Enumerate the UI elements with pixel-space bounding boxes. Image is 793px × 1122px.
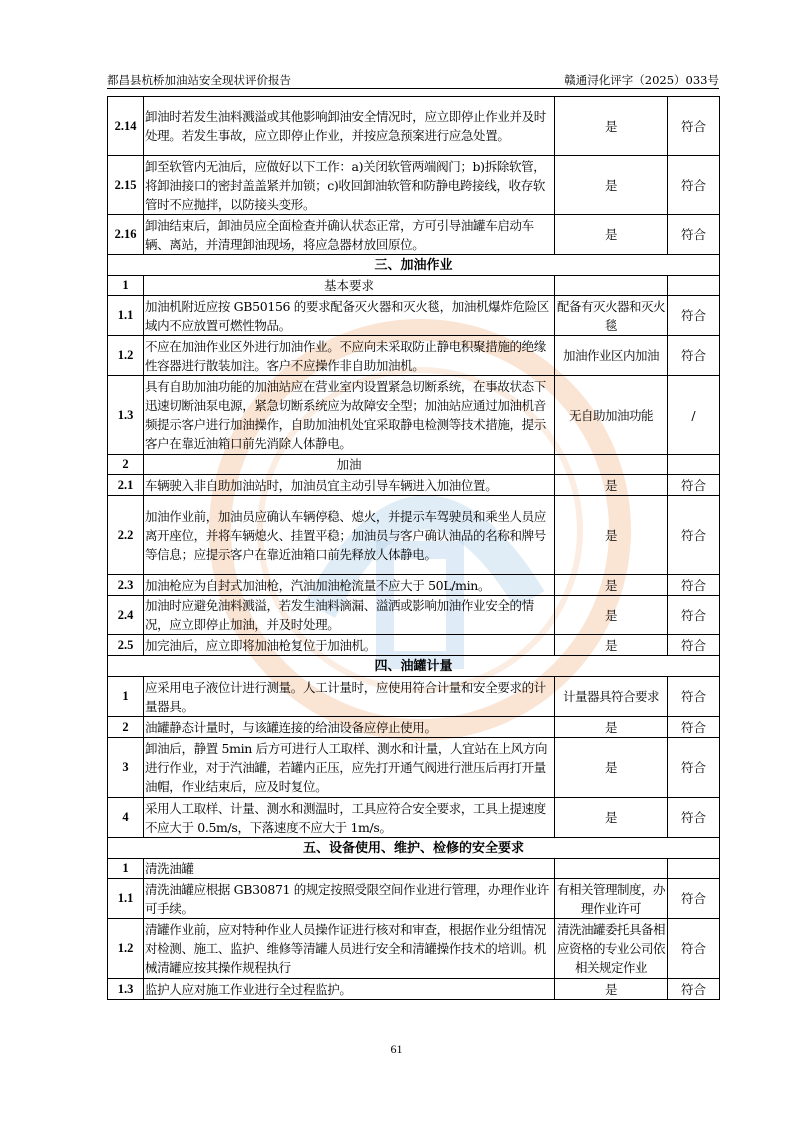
section-row [108, 838, 720, 859]
requirement-text: 应采用电子液位计进行测量。人工计量时，应使用符合计量和安全要求的计量器具。 [144, 677, 555, 717]
requirement-text: 加油作业前，加油员应确认车辆停稳、熄火，并提示车驾驶员和乘坐人员应离开座位，并将车辆熄火、挂置平稳；加油员与客户确认油品的名称和牌号等信息；应提示客户在靠近油箱口前先释放人体静电。 [144, 496, 555, 575]
conclusion: 符合 [668, 596, 720, 635]
requirement-text: 加油时应避免油料溅溢，若发生油料滴漏、溢洒或影响加油作业安全的情况，应立即停止加油，并及时处理。 [144, 596, 555, 635]
conclusion: 符合 [668, 156, 720, 215]
table-row [108, 475, 720, 496]
check-result: 是 [555, 496, 668, 575]
row-number: 2.1 [108, 475, 144, 496]
requirement-text: 油罐静态计量时，与该罐连接的给油设备应停止使用。 [144, 717, 555, 738]
row-number: 1.3 [108, 979, 144, 1000]
check-result: 是 [555, 156, 668, 215]
evaluation-table [107, 96, 720, 1000]
table-row [108, 879, 720, 919]
table-row [108, 596, 720, 635]
row-number: 4 [108, 798, 144, 838]
conclusion: 符合 [668, 215, 720, 255]
section-title: 四、油罐计量 [108, 656, 720, 677]
row-number: 2.15 [108, 156, 144, 215]
check-result: 是 [555, 575, 668, 596]
table-row [108, 336, 720, 376]
row-number: 2 [108, 717, 144, 738]
table-row [108, 738, 720, 798]
check-result: 是 [555, 97, 668, 156]
row-number: 2 [108, 455, 144, 475]
row-number: 2.14 [108, 97, 144, 156]
requirement-text: 清罐作业前，应对特种作业人员操作证进行核对和审查，根据作业分组情况对检测、施工、监护、维修等清罐人员进行安全和清罐操作技术的培训。机械清罐应按其操作规程执行 [144, 919, 555, 979]
section-title: 三、加油作业 [108, 255, 720, 276]
empty-cell [555, 455, 668, 475]
requirement-text: 采用人工取样、计量、测水和测温时，工具应符合安全要求，工具上提速度不应大于 0.5m/s，下落速度不应大于 1m/s。 [144, 798, 555, 838]
row-number: 2.3 [108, 575, 144, 596]
table-row [108, 677, 720, 717]
check-result: 是 [555, 635, 668, 656]
check-result: 是 [555, 596, 668, 635]
page-header [107, 70, 719, 89]
empty-cell [555, 859, 668, 879]
row-number: 3 [108, 738, 144, 798]
conclusion: 符合 [668, 475, 720, 496]
requirement-text: 车辆驶入非自助加油站时，加油员宜主动引导车辆进入加油位置。 [144, 475, 555, 496]
check-result: 是 [555, 798, 668, 838]
conclusion: / [668, 376, 720, 455]
table-row [108, 97, 720, 156]
check-result: 配备有灭火器和灭火毯 [555, 296, 668, 336]
empty-cell [668, 276, 720, 296]
conclusion: 符合 [668, 575, 720, 596]
requirement-text: 加完油后，应立即将加油枪复位于加油机。 [144, 635, 555, 656]
table-row [108, 296, 720, 336]
conclusion: 符合 [668, 336, 720, 376]
table-row [108, 979, 720, 1000]
check-result: 是 [555, 215, 668, 255]
section-row [108, 656, 720, 677]
conclusion: 符合 [668, 798, 720, 838]
table-row [108, 496, 720, 575]
table-row [108, 919, 720, 979]
subsection-row [108, 276, 720, 296]
subsection-title: 加油 [144, 455, 555, 475]
conclusion: 符合 [668, 635, 720, 656]
check-result: 是 [555, 738, 668, 798]
row-number: 2.2 [108, 496, 144, 575]
requirement-text: 卸油结束后，卸油员应全面检查并确认状态正常，方可引导油罐车启动车辆、离站，并清理卸油现场，将应急器材放回原位。 [144, 215, 555, 255]
report-number: 赣通浔化评字（2025）033号 [564, 73, 719, 87]
row-number: 1 [108, 276, 144, 296]
report-title: 都昌县杭桥加油站安全现状评价报告 [107, 73, 291, 87]
check-result: 是 [555, 475, 668, 496]
check-result: 是 [555, 717, 668, 738]
requirement-text: 卸油后，静置 5min 后方可进行人工取样、测水和计量，人宜站在上风方向进行作业，对于汽油罐，若罐内正压，应先打开通气阀进行泄压后再打开量油帽，作业结束后，应及时复位。 [144, 738, 555, 798]
requirement-text: 监护人应对施工作业进行全过程监护。 [144, 979, 555, 1000]
row-number: 1.2 [108, 336, 144, 376]
conclusion: 符合 [668, 496, 720, 575]
table-row [108, 156, 720, 215]
row-number: 2.16 [108, 215, 144, 255]
row-number: 1.1 [108, 879, 144, 919]
empty-cell [668, 455, 720, 475]
row-number: 1.1 [108, 296, 144, 336]
conclusion: 符合 [668, 738, 720, 798]
requirement-text: 清洗油罐应根据 GB30871 的规定按照受限空间作业进行管理，办理作业许可手续。 [144, 879, 555, 919]
check-result: 无自助加油功能 [555, 376, 668, 455]
conclusion: 符合 [668, 677, 720, 717]
conclusion: 符合 [668, 879, 720, 919]
section-row [108, 255, 720, 276]
requirement-text: 加油机附近应按 GB50156 的要求配备灭火器和灭火毯，加油机爆炸危险区域内不应放置可燃性物品。 [144, 296, 555, 336]
table-row [108, 798, 720, 838]
row-number: 1.3 [108, 376, 144, 455]
requirement-text: 加油枪应为自封式加油枪，汽油加油枪流量不应大于 50L/min。 [144, 575, 555, 596]
table-row [108, 575, 720, 596]
table-row [108, 376, 720, 455]
row-number: 1 [108, 677, 144, 717]
check-result: 有相关管理制度，办理作业许可 [555, 879, 668, 919]
row-number: 1 [108, 859, 144, 879]
row-number: 2.5 [108, 635, 144, 656]
conclusion: 符合 [668, 919, 720, 979]
check-result: 清洗油罐委托具备相应资格的专业公司依相关规定作业 [555, 919, 668, 979]
table-row [108, 215, 720, 255]
check-result: 计量器具符合要求 [555, 677, 668, 717]
section-title: 五、设备使用、维护、检修的安全要求 [108, 838, 720, 859]
conclusion: 符合 [668, 717, 720, 738]
requirement-text: 卸油时若发生油料溅溢或其他影响卸油安全情况时，应立即停止作业并及时处理。若发生事故，应立即停止作业，并按应急预案进行应急处置。 [144, 97, 555, 156]
subsection-title: 基本要求 [144, 276, 555, 296]
empty-cell [555, 276, 668, 296]
requirement-text: 不应在加油作业区外进行加油作业。不应向未采取防止静电积聚措施的绝缘性容器进行散装加注。客户不应操作非自助加油机。 [144, 336, 555, 376]
requirement-text: 具有自助加油功能的加油站应在营业室内设置紧急切断系统，在事故状态下迅速切断油泵电源，紧急切断系统应为故障安全型；加油站应通过加油机音频提示客户进行加油操作，自助加油机处宜采取静电检测等技术措施，提示客户在靠近油箱口前先消除人体静电。 [144, 376, 555, 455]
row-number: 2.4 [108, 596, 144, 635]
subsection-row [108, 455, 720, 475]
check-result: 是 [555, 979, 668, 1000]
empty-cell [668, 859, 720, 879]
table-row [108, 717, 720, 738]
row-number: 1.2 [108, 919, 144, 979]
page-number: 61 [390, 1042, 403, 1056]
requirement-text: 卸至软管内无油后，应做好以下工作：a)关闭软管两端阀门；b)拆除软管，将卸油接口的密封盖盖紧并加锁；c)收回卸油软管和防静电跨接线，收存软管时不应抛拌，以防接头变形。 [144, 156, 555, 215]
conclusion: 符合 [668, 296, 720, 336]
conclusion: 符合 [668, 97, 720, 156]
subsection-row [108, 859, 720, 879]
table-row [108, 635, 720, 656]
conclusion: 符合 [668, 979, 720, 1000]
check-result: 加油作业区内加油 [555, 336, 668, 376]
subsection-title: 清洗油罐 [144, 859, 555, 879]
